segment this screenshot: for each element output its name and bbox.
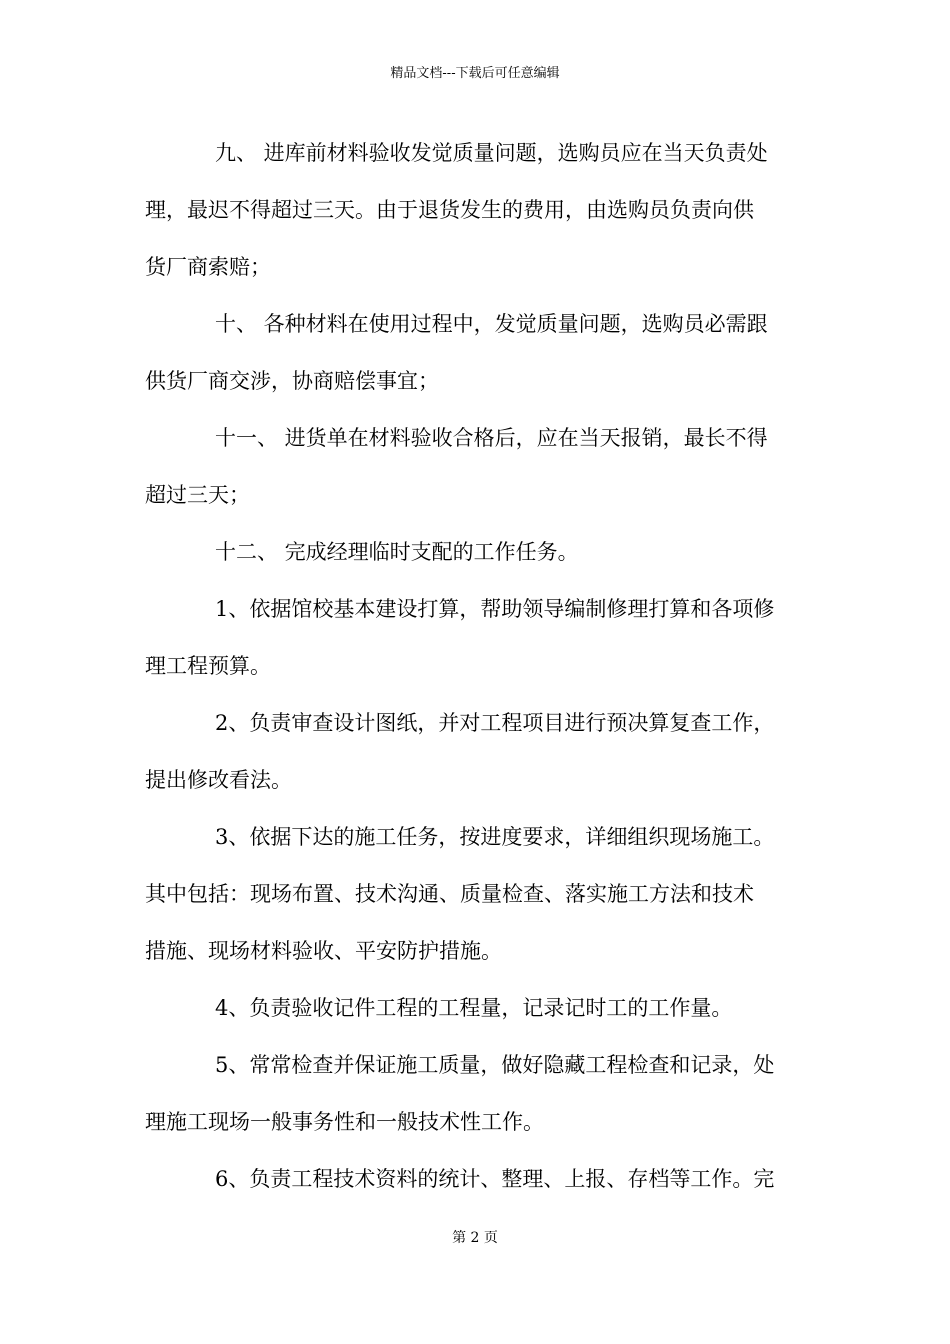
paragraph-line: 措施、现场材料验收、平安防护措施。 [145, 939, 502, 963]
page-number: 第 2 页 [452, 1230, 498, 1246]
paragraph-line: 供货厂商交涉，协商赔偿事宜； [145, 369, 439, 393]
paragraph-line: 九、 进库前材料验收发觉质量问题，选购员应在当天负责处 [215, 141, 768, 165]
paragraph-line: 货厂商索赔； [145, 255, 271, 279]
paragraph-line: 5、常常检查并保证施工质量，做好隐藏工程检查和记录，处 [215, 1053, 775, 1077]
paragraph-line: 6、负责工程技术资料的统计、整理、上报、存档等工作。完 [215, 1167, 775, 1191]
paragraph-line: 3、依据下达的施工任务，按进度要求，详细组织现场施工。 [215, 825, 775, 849]
paragraph-line: 理工程预算。 [145, 654, 271, 678]
paragraph-line: 4、负责验收记件工程的工程量，记录记时工的工作量。 [215, 996, 733, 1020]
paragraph-line: 十一、 进货单在材料验收合格后，应在当天报销，最长不得 [215, 426, 768, 450]
paragraph-line: 理施工现场一般事务性和一般技术性工作。 [145, 1110, 544, 1134]
paragraph-line: 1、依据馆校基本建设打算，帮助领导编制修理打算和各项修 [215, 597, 775, 621]
page-header: 精品文档---下载后可任意编辑 [390, 66, 560, 81]
paragraph-line: 2、负责审查设计图纸，并对工程项目进行预决算复查工作， [215, 711, 775, 735]
paragraph-line: 十、 各种材料在使用过程中，发觉质量问题，选购员必需跟 [215, 312, 768, 336]
paragraph-line: 提出修改看法。 [145, 768, 292, 792]
paragraph-line: 其中包括：现场布置、技术沟通、质量检查、落实施工方法和技术 [145, 882, 754, 906]
paragraph-line: 超过三天； [145, 483, 250, 507]
paragraph-line: 十二、 完成经理临时支配的工作任务。 [215, 540, 579, 564]
paragraph-line: 理，最迟不得超过三天。由于退货发生的费用，由选购员负责向供 [145, 198, 754, 222]
